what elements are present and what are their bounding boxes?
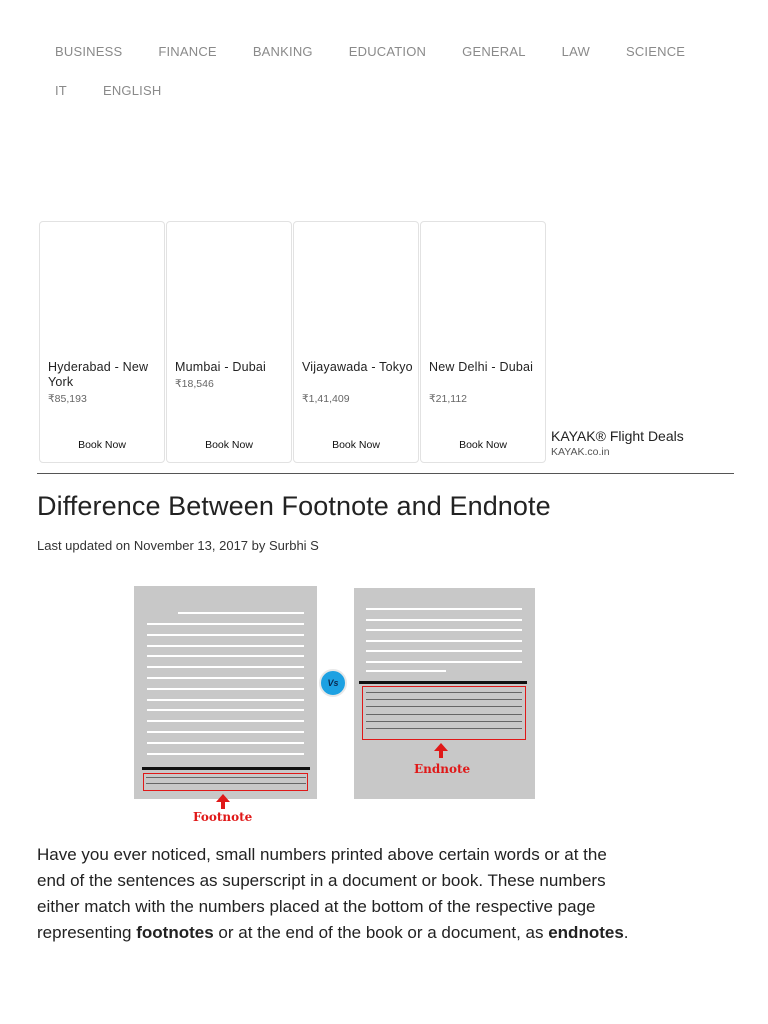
intro-bold-endnotes: endnotes — [548, 923, 624, 942]
footnote-page-graphic — [134, 586, 317, 799]
ad-brand-site[interactable]: KAYAK.co.in — [551, 446, 610, 458]
footnote-label: Footnote — [193, 810, 253, 824]
nav-link-it[interactable]: IT — [55, 83, 67, 98]
nav-link-business[interactable]: BUSINESS — [55, 44, 123, 59]
ad-card-route[interactable]: New Delhi - Dubai — [429, 360, 534, 374]
endnote-label: Endnote — [414, 762, 471, 776]
ad-brand-name[interactable]: KAYAK® Flight Deals — [551, 428, 684, 444]
nav-link-finance[interactable]: FINANCE — [158, 44, 217, 59]
ad-card-flight[interactable] — [39, 221, 165, 463]
intro-text-2: or at the end of the book or a document, as — [213, 923, 549, 942]
nav-link-education[interactable]: EDUCATION — [348, 44, 427, 59]
category-nav — [37, 32, 737, 110]
book-now-button[interactable]: Book Now — [205, 439, 253, 451]
ad-card-price: ₹18,546 — [175, 378, 214, 390]
ad-card-price: ₹85,193 — [48, 393, 87, 405]
intro-bold-footnotes: footnotes — [136, 923, 214, 942]
nav-link-banking[interactable]: BANKING — [252, 44, 313, 59]
ad-card-route[interactable]: Mumbai - Dubai — [175, 360, 267, 374]
book-now-button[interactable]: Book Now — [78, 439, 126, 451]
book-now-button[interactable]: Book Now — [332, 439, 380, 451]
ad-brand[interactable] — [551, 428, 684, 458]
ad-card-list — [39, 221, 547, 463]
ad-card-flight[interactable] — [420, 221, 546, 463]
article-title: Difference Between Footnote and Endnote — [37, 491, 551, 521]
nav-row-secondary — [37, 71, 737, 110]
book-now-button[interactable]: Book Now — [459, 439, 507, 451]
nav-link-science[interactable]: SCIENCE — [625, 44, 686, 59]
intro-text-1: Have you ever noticed, small numbers printed above certain words or at the end of the sentences as superscript in a document or book. These numbers either match with the numbers placed at the bottom of the respective page representing — [37, 845, 607, 942]
ad-card-route[interactable]: Hyderabad - New York — [48, 360, 149, 389]
flight-deals-ad — [39, 221, 729, 463]
ad-card-price: ₹1,41,409 — [302, 393, 350, 405]
ad-card-flight[interactable] — [293, 221, 419, 463]
ad-card-flight[interactable] — [166, 221, 292, 463]
section-divider — [37, 473, 734, 474]
nav-row-primary — [37, 32, 737, 71]
nav-link-law[interactable]: LAW — [561, 44, 590, 59]
vs-badge: Vs — [319, 669, 347, 697]
article-meta: Last updated on November 13, 2017 by Surbhi S — [37, 538, 319, 553]
footnote-vs-endnote-illustration — [134, 586, 538, 826]
intro-text-3: . — [623, 923, 629, 942]
ad-card-route[interactable]: Vijayawada - Tokyo — [302, 360, 413, 374]
nav-link-english[interactable]: ENGLISH — [102, 83, 162, 98]
article-intro-paragraph — [37, 842, 637, 946]
ad-card-price: ₹21,112 — [429, 393, 468, 405]
nav-link-general[interactable]: GENERAL — [462, 44, 526, 59]
